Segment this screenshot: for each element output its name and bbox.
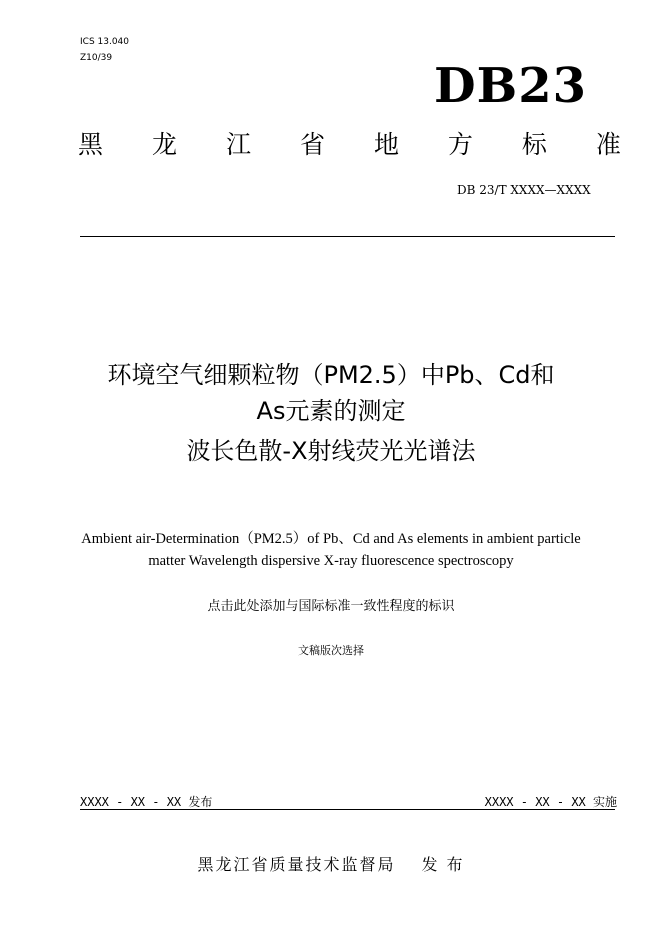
issue-word: 发 布 bbox=[421, 855, 465, 874]
ccs-code: Z10/39 bbox=[80, 53, 113, 63]
standard-type-char: 省 bbox=[299, 130, 325, 159]
standard-type-char: 地 bbox=[373, 130, 399, 159]
db23-logo: DB23 bbox=[434, 58, 587, 114]
ics-code: ICS 13.040 bbox=[80, 37, 130, 47]
issuer-name: 黑龙江省质量技术监督局 bbox=[197, 855, 396, 874]
implement-date: XXXX - XX - XX 实施 bbox=[484, 795, 617, 809]
standard-type-char: 标 bbox=[521, 130, 547, 159]
title-en-line2: matter Wavelength dispersive X-ray fluorescence spectroscopy bbox=[148, 553, 514, 569]
title-en-line1: Ambient air-Determination（PM2.5）of Pb、Cd and As elements in ambient particle bbox=[81, 531, 581, 547]
title-cn-line3: 波长色散-X射线荧光光谱法 bbox=[186, 437, 476, 465]
issuer-block bbox=[0, 852, 662, 875]
title-cn-line2: As元素的测定 bbox=[256, 397, 406, 425]
standard-type-char: 江 bbox=[225, 130, 251, 159]
standard-type-char: 准 bbox=[595, 130, 621, 159]
standard-type bbox=[78, 131, 621, 159]
standard-type-char: 方 bbox=[447, 130, 473, 159]
standard-number: DB 23/T XXXX—XXXX bbox=[457, 183, 591, 197]
standard-type-char: 龙 bbox=[151, 130, 177, 159]
header-divider bbox=[80, 236, 615, 237]
consistency-note[interactable]: 点击此处添加与国际标准一致性程度的标识 bbox=[207, 599, 455, 614]
draft-version-select[interactable]: 文稿版次选择 bbox=[298, 644, 364, 657]
title-cn-line1: 环境空气细颗粒物（PM2.5）中Pb、Cd和 bbox=[107, 361, 555, 389]
publish-date: XXXX - XX - XX 发布 bbox=[80, 795, 213, 809]
footer-divider bbox=[80, 809, 615, 810]
standard-type-char: 黑 bbox=[78, 130, 104, 159]
